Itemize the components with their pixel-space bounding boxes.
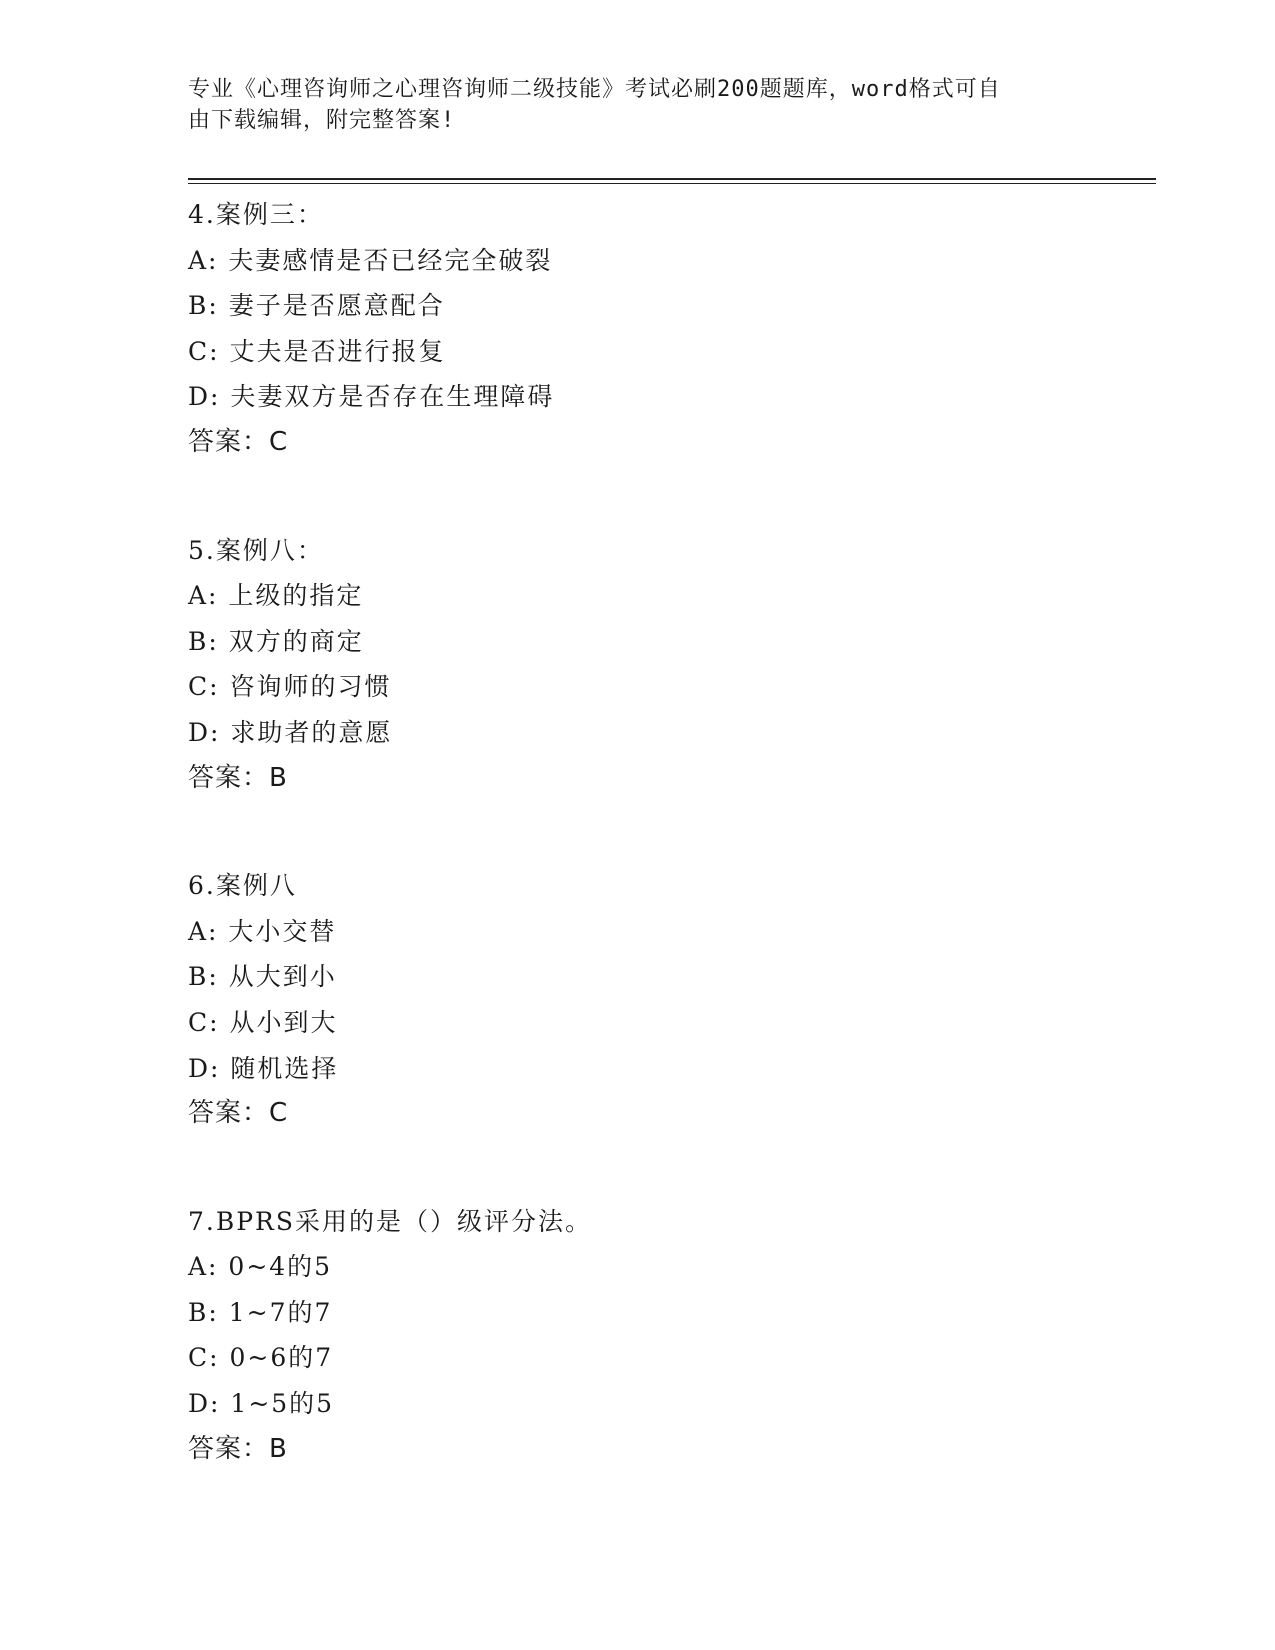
option-c: C: 咨询师的习惯 bbox=[188, 672, 392, 702]
option-c: C: 丈夫是否进行报复 bbox=[188, 336, 446, 366]
question-stem: 5.案例八： bbox=[188, 535, 324, 565]
option-c: C: 从小到大 bbox=[188, 1007, 338, 1037]
answer-line: 答案：C bbox=[188, 426, 289, 457]
option-a: A: 上级的指定 bbox=[188, 581, 364, 611]
option-a: A: 大小交替 bbox=[188, 916, 337, 946]
question-stem: 6.案例八 bbox=[188, 871, 297, 901]
option-d: D: 求助者的意愿 bbox=[188, 717, 393, 747]
option-a: A: 夫妻感情是否已经完全破裂 bbox=[188, 245, 553, 275]
option-d: D: 1~5的5 bbox=[188, 1389, 335, 1419]
answer-line: 答案：B bbox=[188, 762, 288, 793]
question-6 bbox=[188, 863, 1148, 1137]
option-d: D: 夫妻双方是否存在生理障碍 bbox=[188, 382, 555, 412]
question-stem: 4.案例三： bbox=[188, 200, 324, 229]
question-stem: 7.BPRS采用的是（）级评分法。 bbox=[188, 1206, 592, 1236]
answer-line: 答案：C bbox=[188, 1098, 289, 1129]
question-5 bbox=[188, 528, 1148, 802]
header-divider-thin bbox=[188, 183, 1156, 184]
option-b: B: 1~7的7 bbox=[188, 1297, 333, 1327]
option-d: D: 随机选择 bbox=[188, 1053, 339, 1083]
header-divider-thick bbox=[188, 178, 1156, 180]
document-header: 专业《心理咨询师之心理咨询师二级技能》考试必刷200题题库，word格式可自 由下载编辑，附完整答案! bbox=[188, 77, 1001, 133]
question-list bbox=[188, 192, 1148, 1534]
question-4 bbox=[188, 192, 1148, 466]
answer-line: 答案：B bbox=[188, 1433, 288, 1464]
option-b: B: 双方的商定 bbox=[188, 626, 364, 656]
question-7 bbox=[188, 1199, 1148, 1473]
option-c: C: 0~6的7 bbox=[188, 1343, 334, 1373]
option-a: A: 0~4的5 bbox=[188, 1252, 333, 1282]
option-b: B: 从大到小 bbox=[188, 962, 337, 992]
option-b: B: 妻子是否愿意配合 bbox=[188, 291, 445, 321]
